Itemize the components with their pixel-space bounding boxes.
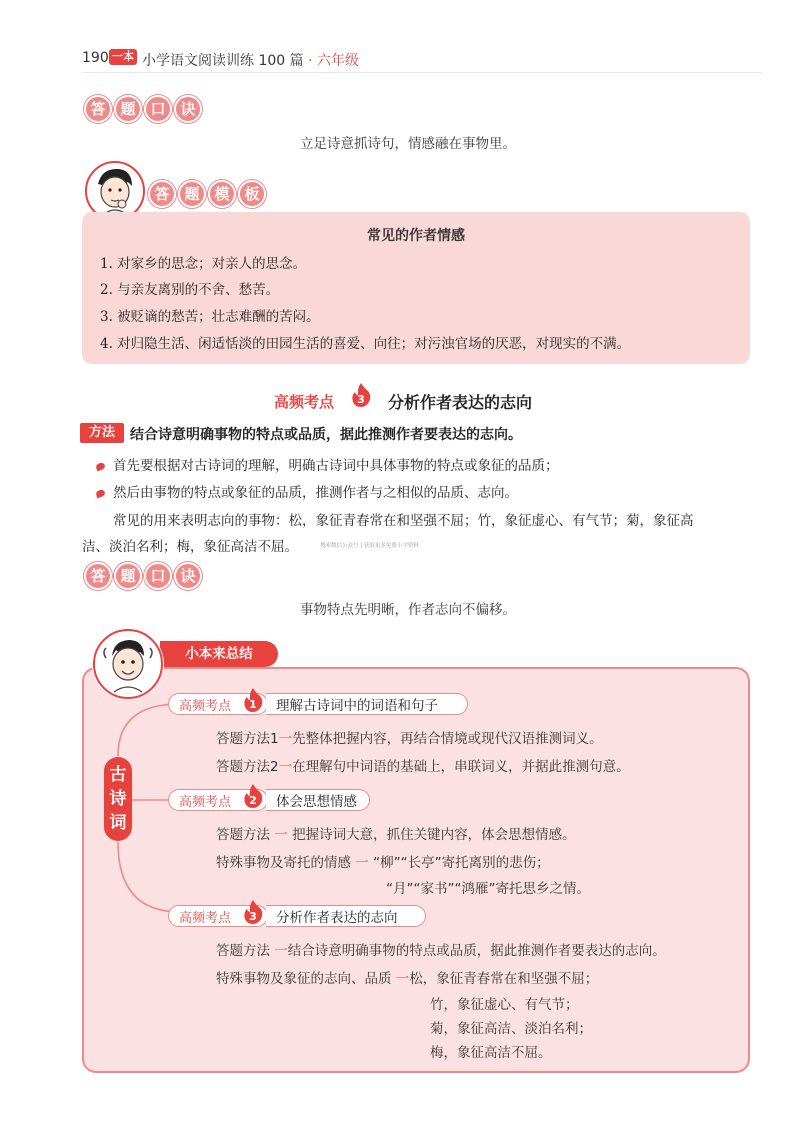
bullet-text: 首先要根据对古诗词的理解，明确古诗词中具体事物的特点或象征的品质； (113, 458, 559, 474)
heading-char: 题 (178, 180, 206, 208)
koujue-heading-1 (84, 95, 202, 123)
point-label: 高频考点 (179, 910, 232, 926)
dash-icon: 一 (270, 827, 293, 843)
paragraph-line: 洁、淡泊名利；梅，象征高洁不屈。 (82, 539, 298, 555)
category-gushici (104, 757, 132, 841)
category-char: 词 (109, 813, 127, 833)
flame-number-icon (242, 687, 264, 713)
heading-char: 口 (144, 95, 172, 123)
dash-icon: 一 (391, 971, 410, 987)
line-lead: 答题方法 (216, 827, 270, 843)
line-text: 松，象征青春常在和坚强不屈； (409, 971, 599, 987)
motto-1: 立足诗意抓诗句，情感融在事物里。 (300, 136, 516, 152)
category-char: 古 (109, 765, 127, 785)
summary-line: 梅，象征高洁不屈。 (430, 1045, 552, 1061)
line-text: 把握诗词大意，抓住关键内容，体会思想情感。 (292, 827, 576, 843)
line-lead: 特殊事物及象征的志向、品质 (216, 971, 392, 987)
summary-tag: 小本来总结 (160, 641, 278, 667)
grade-label: 六年级 (316, 53, 359, 69)
template-title: 常见的作者情感 (367, 228, 465, 244)
heading-char: 题 (114, 562, 142, 590)
flame-number: 3 (249, 910, 257, 923)
summary-line (216, 823, 576, 843)
point-label: 高频考点 (179, 794, 232, 810)
line-text: “柳”“长亭”寄托离别的悲伤； (373, 855, 550, 871)
paragraph-line: 常见的用来表明志向的事物：松，象征青春常在和坚强不屈；竹，象征虚心、有气节；菊，象征高 (113, 513, 694, 529)
page-number: 190 (82, 50, 109, 66)
dash-icon: 一 (351, 855, 374, 871)
category-char: 诗 (109, 789, 127, 809)
line-lead: 答题方法1 (216, 731, 279, 747)
line-lead: 答题方法 (216, 943, 270, 959)
heading-char: 答 (148, 180, 176, 208)
bullet-marker-icon (95, 489, 106, 499)
point-label: 高频考点 (179, 698, 232, 714)
summary-line: 竹，象征虚心、有气节； (430, 997, 579, 1013)
bullet-item (96, 481, 518, 501)
dash-icon: 一 (270, 943, 288, 959)
bullet-item (96, 454, 559, 474)
header-divider (82, 72, 762, 73)
dash-icon: 一 (278, 731, 293, 747)
heading-char: 答 (84, 95, 112, 123)
koujue-heading-2 (84, 562, 202, 590)
flame-number: 3 (357, 393, 365, 406)
point-title: 体会思想情感 (276, 794, 357, 810)
book-title-text: 小学语文阅读训练 100 篇 (142, 53, 304, 69)
summary-line (216, 727, 603, 747)
muban-heading (148, 180, 266, 208)
method-text: 结合诗意明确事物的特点或品质，据此推测作者要表达的志向。 (130, 427, 522, 443)
summary-line (216, 755, 630, 775)
point-2-title-pill (266, 789, 370, 811)
heading-char: 口 (144, 562, 172, 590)
section-label: 高频考点 (274, 393, 335, 411)
watermark-note: 搜索微信公众号 | 获取更多免费小学资料 (320, 543, 419, 549)
brand-logo: 一本 (109, 49, 137, 65)
heading-char: 题 (114, 95, 142, 123)
summary-line: “月”“家书”“鸿雁”寄托思乡之情。 (386, 881, 590, 897)
heading-char: 板 (238, 180, 266, 208)
template-item: 2. 与亲友离别的不舍、愁苦。 (100, 282, 280, 298)
summary-line (216, 939, 666, 959)
point-title: 理解古诗词中的词语和句子 (276, 698, 438, 714)
heading-char: 诀 (174, 95, 202, 123)
title-separator: · (308, 53, 313, 69)
dash-icon: 一 (278, 759, 293, 775)
line-text: 结合诗意明确事物的特点或品质，据此推测作者要表达的志向。 (287, 943, 666, 959)
heading-char: 模 (208, 180, 236, 208)
point-3-title-pill (266, 905, 426, 927)
bullet-text: 然后由事物的特点或象征的品质，推测作者与之相似的品质、志向。 (113, 485, 518, 501)
section-title: 分析作者表达的志向 (388, 393, 533, 412)
summary-line: 菊，象征高洁、淡泊名利； (430, 1021, 592, 1037)
point-1-title-pill (266, 693, 468, 715)
method-tag: 方法 (80, 423, 124, 443)
template-item: 4. 对归隐生活、闲适恬淡的田园生活的喜爱、向往；对污浊官场的厌恶，对现实的不满。 (100, 336, 631, 352)
line-lead: 答题方法2 (216, 759, 279, 775)
line-text: 在理解句中词语的基础上，串联词义，并据此推测句意。 (292, 759, 630, 775)
flame-number-icon (242, 783, 264, 809)
line-lead: 特殊事物及寄托的情感 (216, 855, 351, 871)
bullet-marker-icon (95, 462, 106, 472)
motto-2: 事物特点先明晰，作者志向不偏移。 (300, 602, 516, 618)
line-text: 先整体把握内容，再结合情境或现代汉语推测词义。 (292, 731, 603, 747)
flame-number-icon (242, 899, 264, 925)
heading-char: 诀 (174, 562, 202, 590)
template-item: 1. 对家乡的思念；对亲人的思念。 (100, 256, 307, 272)
template-item: 3. 被贬谪的愁苦；壮志难酬的苦闷。 (100, 309, 320, 325)
summary-line (216, 851, 550, 871)
flame-number: 1 (249, 698, 257, 711)
flame-number-icon (350, 382, 372, 408)
book-title (142, 50, 359, 70)
point-title: 分析作者表达的志向 (276, 910, 398, 926)
summary-line (216, 967, 598, 987)
heading-char: 答 (84, 562, 112, 590)
flame-number: 2 (249, 794, 257, 807)
